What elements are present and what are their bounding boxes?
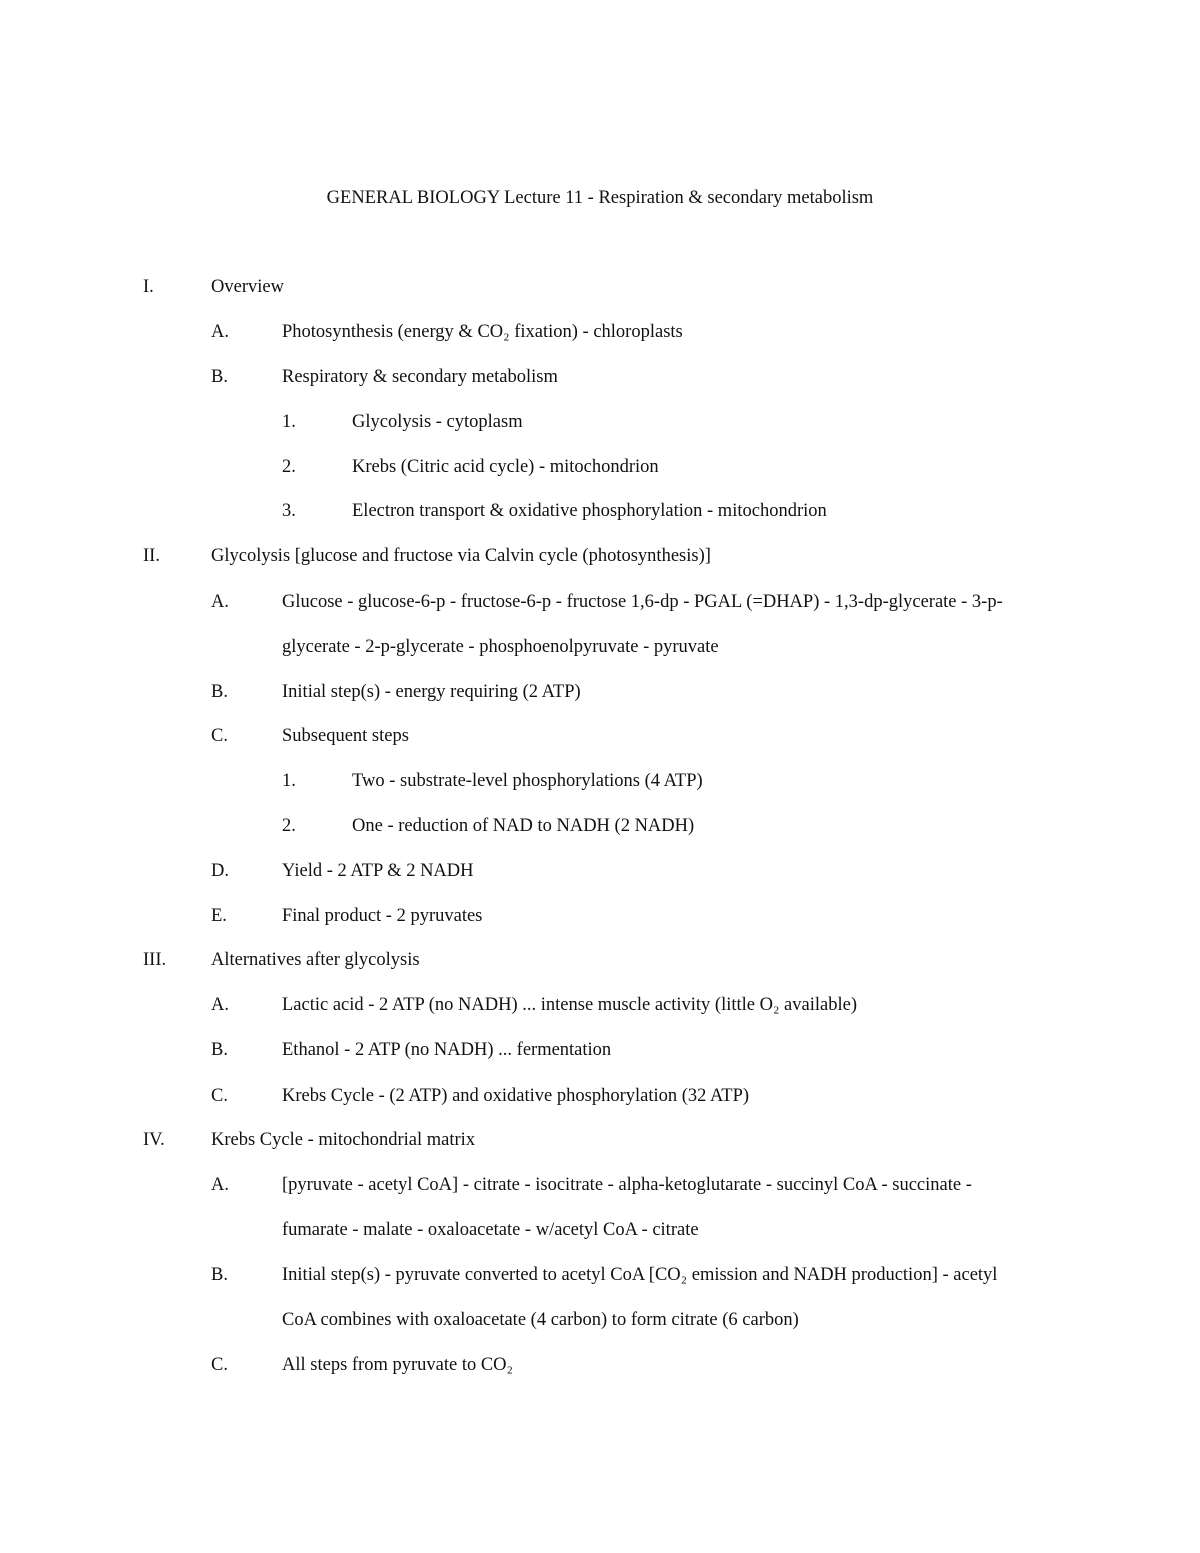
outline-text: Final product - 2 pyruvates: [282, 906, 483, 926]
outline-text: Photosynthesis (energy & CO₂ fixation) - chloroplasts: [282, 322, 683, 342]
outline-marker: B.: [211, 1040, 228, 1060]
outline-marker: 2.: [282, 816, 296, 836]
outline-text: Glycolysis - cytoplasm: [352, 412, 523, 432]
outline-marker: B.: [211, 367, 228, 387]
outline-marker: 1.: [282, 412, 296, 432]
outline-marker: B.: [211, 1265, 228, 1285]
outline-marker: E.: [211, 906, 227, 926]
outline-marker: C.: [211, 726, 228, 746]
outline-text: Alternatives after glycolysis: [211, 950, 420, 970]
outline-text: Electron transport & oxidative phosphorylation - mitochondrion: [352, 501, 827, 521]
outline-marker: A.: [211, 592, 229, 612]
outline-marker: C.: [211, 1086, 228, 1106]
outline-marker: II.: [143, 546, 160, 566]
outline-text: Lactic acid - 2 ATP (no NADH) ... intense muscle activity (little O₂ available): [282, 995, 857, 1015]
outline-marker: D.: [211, 861, 229, 881]
outline-text: Initial step(s) - energy requiring (2 ATP): [282, 682, 581, 702]
outline-marker: A.: [211, 995, 229, 1015]
outline-text: Subsequent steps: [282, 726, 409, 746]
outline-text: Initial step(s) - pyruvate converted to acetyl CoA [CO₂ emission and NADH production] - acetyl: [282, 1265, 998, 1285]
outline-text: Krebs (Citric acid cycle) - mitochondrion: [352, 457, 659, 477]
outline-text: All steps from pyruvate to CO₂: [282, 1355, 513, 1375]
outline-text: Ethanol - 2 ATP (no NADH) ... fermentation: [282, 1040, 612, 1060]
outline-marker: III.: [143, 950, 167, 970]
outline-text: CoA combines with oxaloacetate (4 carbon) to form citrate (6 carbon): [282, 1310, 799, 1330]
outline-text: [pyruvate - acetyl CoA] - citrate - isocitrate - alpha-ketoglutarate - succinyl CoA - succinate -: [282, 1175, 972, 1195]
outline-text: Glucose - glucose-6-p - fructose-6-p - fructose 1,6-dp - PGAL (=DHAP) - 1,3-dp-glycerate - 3-p-: [282, 592, 1003, 612]
outline-marker: I.: [143, 277, 154, 297]
outline-marker: 3.: [282, 501, 296, 521]
outline-text: Krebs Cycle - (2 ATP) and oxidative phosphorylation (32 ATP): [282, 1086, 750, 1106]
outline-marker: 2.: [282, 457, 296, 477]
page-title: GENERAL BIOLOGY Lecture 11 - Respiration & secondary metabolism: [326, 188, 874, 208]
outline-text: Yield - 2 ATP & 2 NADH: [282, 861, 474, 881]
outline-marker: A.: [211, 1175, 229, 1195]
outline-text: fumarate - malate - oxaloacetate - w/acetyl CoA - citrate: [282, 1220, 699, 1240]
outline-marker: IV.: [143, 1130, 165, 1150]
outline-text: One - reduction of NAD to NADH (2 NADH): [352, 816, 695, 836]
outline-text: Two - substrate-level phosphorylations (4 ATP): [352, 771, 703, 791]
outline-text: Respiratory & secondary metabolism: [282, 367, 558, 387]
outline-marker: A.: [211, 322, 229, 342]
outline-marker: B.: [211, 682, 228, 702]
outline-text: Glycolysis [glucose and fructose via Calvin cycle (photosynthesis)]: [211, 546, 711, 566]
outline-marker: 1.: [282, 771, 296, 791]
outline-marker: C.: [211, 1355, 228, 1375]
outline-text: glycerate - 2-p-glycerate - phosphoenolpyruvate - pyruvate: [282, 637, 719, 657]
outline-text: Krebs Cycle - mitochondrial matrix: [211, 1130, 476, 1150]
outline-text: Overview: [211, 277, 284, 297]
